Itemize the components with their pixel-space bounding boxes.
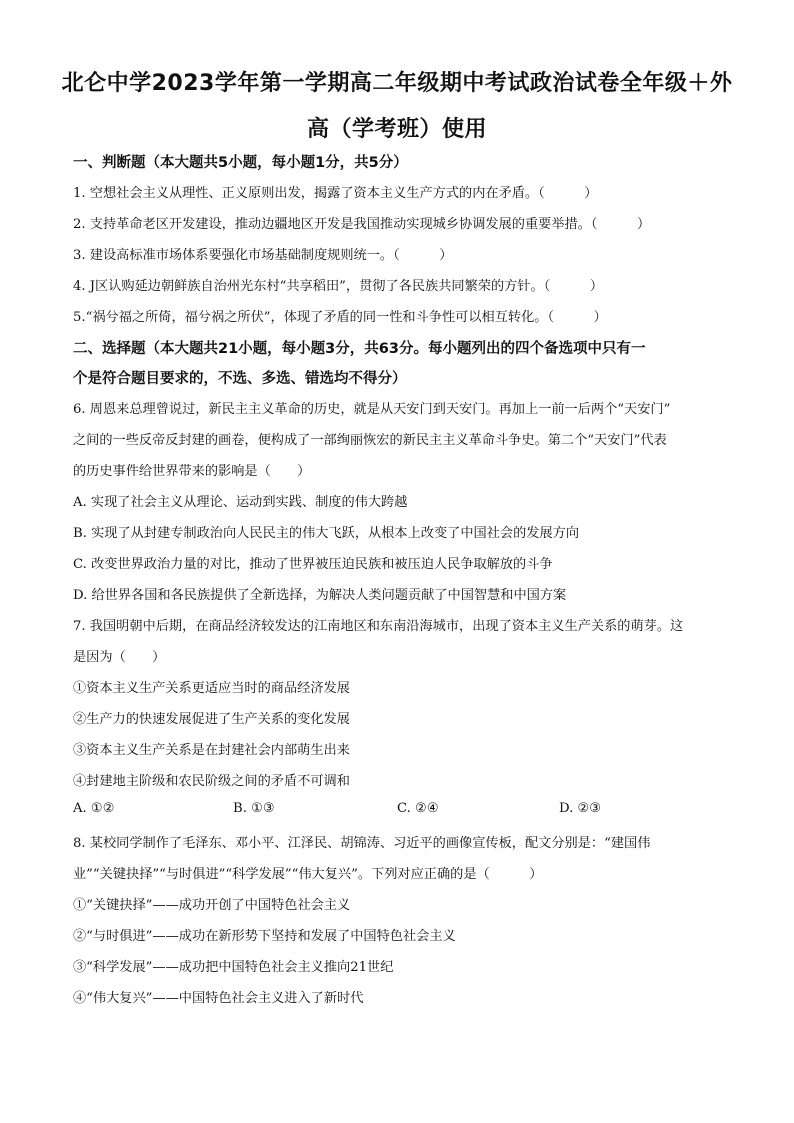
question-8-statement-2: ②“与时俱进”——成功在新形势下坚持和发展了中国特色社会主义 (73, 929, 456, 944)
question-7-option-d: D. ②③ (559, 801, 602, 816)
question-6-option-b: B. 实现了从封建专制政治向人民民主的伟大飞跃，从根本上改变了中国社会的发展方向 (73, 526, 580, 541)
question-7-statement-4: ④封建地主阶级和农民阶级之间的矛盾不可调和 (73, 774, 350, 789)
judgment-item-1: 1. 空想社会主义从理性、正义原则出发，揭露了资本主义生产方式的内在矛盾。（ ） (73, 186, 598, 201)
question-7-line-2: 是因为（ ） (73, 650, 166, 665)
question-8-statement-3: ③“科学发展”——成功把中国特色社会主义推向21世纪 (73, 960, 394, 975)
question-7-option-a: A. ①② (73, 801, 115, 816)
question-7-statement-1: ①资本主义生产关系更适应当时的商品经济发展 (73, 681, 350, 696)
question-8-statement-1: ①“关键抉择”——成功开创了中国特色社会主义 (73, 898, 351, 913)
document-title-line-1: 北仑中学2023学年第一学期高二年级期中考试政治试卷全年级＋外 (61, 71, 733, 96)
section-1-header: 一、判断题（本大题共5小题，每小题1分，共5分） (73, 155, 408, 171)
question-6-option-d: D. 给世界各国和各民族提供了全新选择，为解决人类问题贡献了中国智慧和中国方案 (73, 588, 567, 603)
question-6-line-3: 的历史事件给世界带来的影响是（ ） (73, 464, 311, 479)
question-7-option-c: C. ②④ (397, 801, 439, 816)
question-6-line-2: 之间的一些反帝反封建的画卷，便构成了一部绚丽恢宏的新民主主义革命斗争史。第二个“天安门”代表 (73, 433, 667, 448)
judgment-item-4: 4. J区认购延边朝鲜族自治州光东村“共享稻田”，贯彻了各民族共同繁荣的方针。（ ） (73, 279, 604, 294)
judgment-item-5: 5.“祸兮福之所倚，福兮祸之所伏”，体现了矛盾的同一性和斗争性可以相互转化。（ ） (73, 310, 607, 325)
question-6-option-c: C. 改变世界政治力量的对比，推动了世界被压迫民族和被压迫人民争取解放的斗争 (73, 557, 553, 572)
judgment-item-3: 3. 建设高标准市场体系要强化市场基础制度规则统一。（ ） (73, 248, 453, 263)
question-7-statement-2: ②生产力的快速发展促进了生产关系的变化发展 (73, 712, 350, 727)
document-title-line-2: 高（学考班）使用 (306, 117, 487, 142)
question-8-line-2: 业”“关键抉择”“与时俱进”“科学发展”“伟大复兴”。下列对应正确的是（ ） (73, 867, 543, 882)
question-7-option-b: B. ①③ (233, 801, 275, 816)
section-2-header-line-1: 二、选择题（本大题共21小题，每小题3分，共63分。每小题列出的四个备选项中只有一 (73, 341, 646, 357)
question-6-line-1: 6. 周恩来总理曾说过，新民主主义革命的历史，就是从天安门到天安门。再加上一前一后两个“天安门” (73, 402, 671, 417)
judgment-item-2: 2. 支持革命老区开发建设，推动边疆地区开发是我国推动实现城乡协调发展的重要举措。（ ） (73, 217, 651, 232)
question-8-statement-4: ④“伟大复兴”——中国特色社会主义进入了新时代 (73, 991, 364, 1006)
question-8-line-1: 8. 某校同学制作了毛泽东、邓小平、江泽民、胡锦涛、习近平的画像宣传板，配文分别是：“建国伟 (73, 836, 651, 851)
question-7-statement-3: ③资本主义生产关系是在封建社会内部萌生出来 (73, 743, 350, 758)
section-2-header-line-2: 个是符合题目要求的，不选、多选、错选均不得分） (73, 371, 407, 387)
question-6-option-a: A. 实现了社会主义从理论、运动到实践、制度的伟大跨越 (73, 495, 408, 510)
question-7-line-1: 7. 我国明朝中后期，在商品经济较发达的江南地区和东南沿海城市，出现了资本主义生产关系的萌芽。这 (73, 619, 684, 634)
